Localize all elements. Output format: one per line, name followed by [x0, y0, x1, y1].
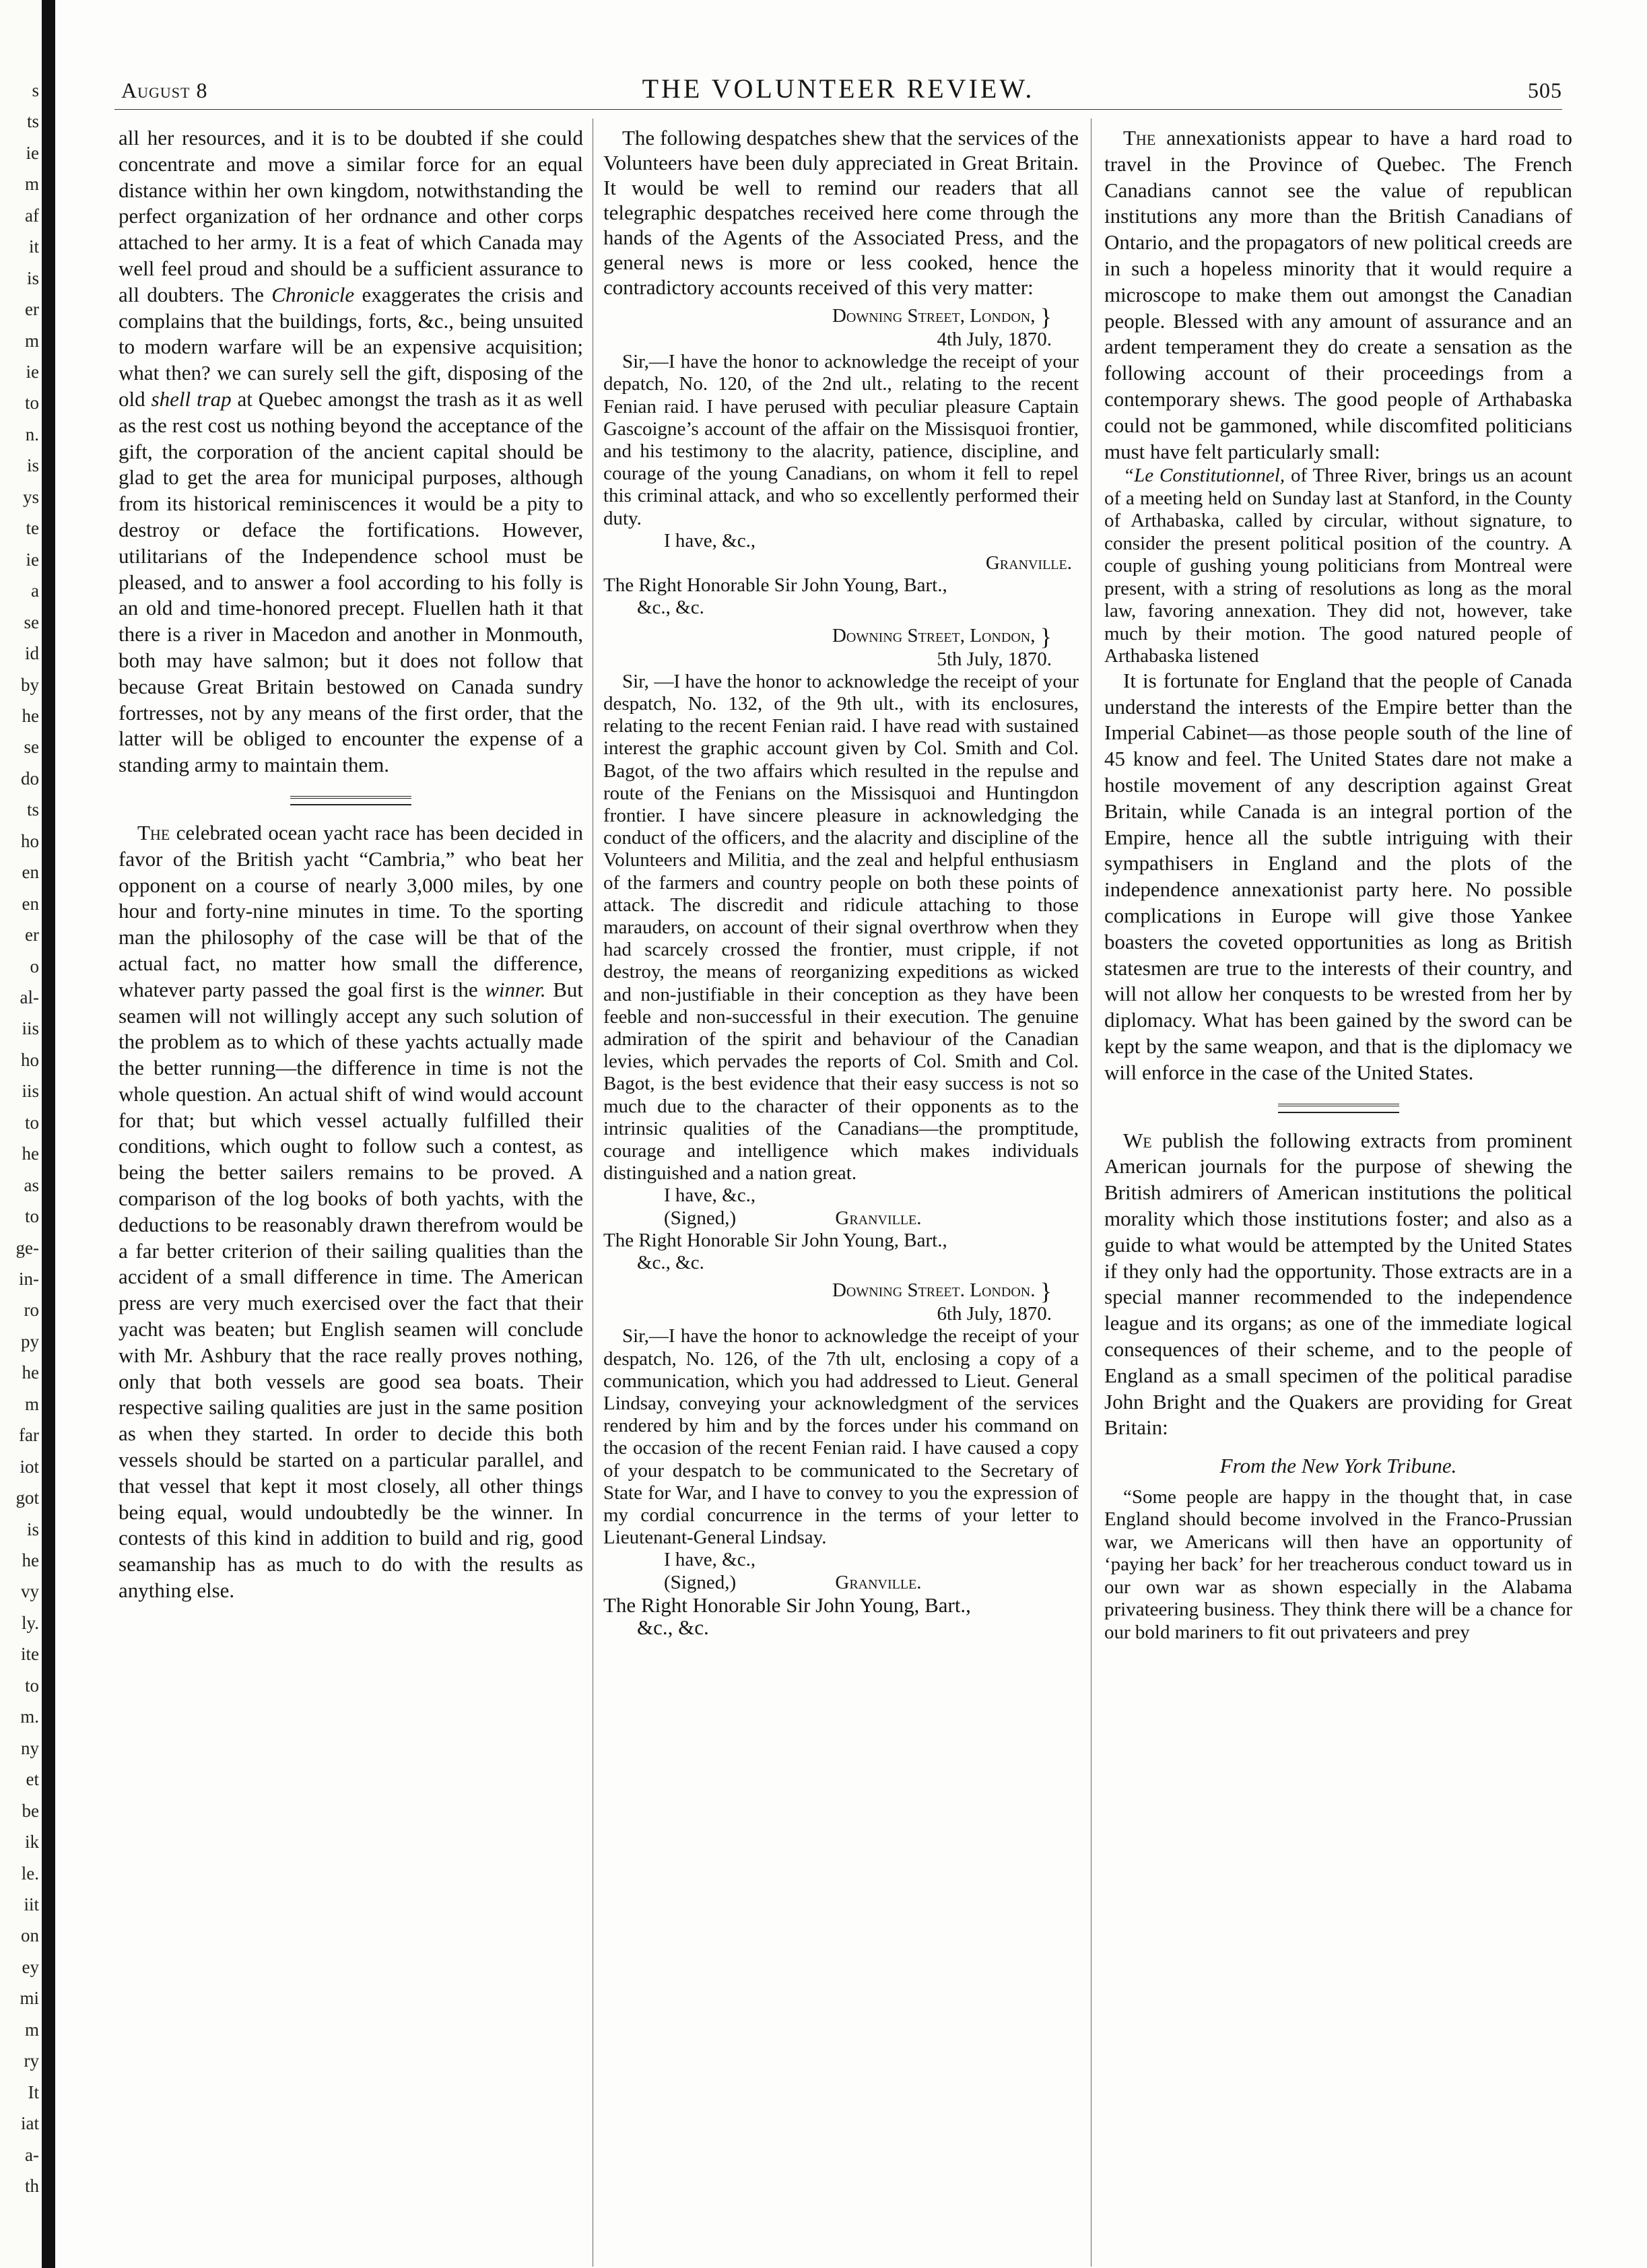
edge-fragment: he [22, 1143, 39, 1164]
edge-fragment: he [22, 706, 39, 726]
despatch-closing: I have, &c., [664, 529, 756, 552]
newspaper-name: Chronicle [271, 282, 355, 306]
despatch-addressee: The Right Honorable Sir John Young, Bart., [603, 1593, 971, 1617]
lead-word: The [1123, 126, 1156, 149]
despatch-addressee-etc: &c., &c. [637, 597, 704, 619]
edge-fragment: to [24, 1675, 39, 1696]
despatch-date: 4th July, 1870. [937, 328, 1052, 350]
edge-fragment: be [22, 1801, 39, 1821]
source-heading: From the New York Tribune. [1219, 1454, 1457, 1478]
despatch-addressee: The Right Honorable Sir John Young, Bart., [603, 1229, 947, 1251]
despatch-place: Downing Street, London, [832, 624, 1036, 646]
edge-fragment: ts [26, 111, 39, 131]
edge-fragment: got [15, 1488, 39, 1508]
edge-fragment: it [28, 236, 39, 257]
edge-fragment: ly. [22, 1613, 39, 1633]
edge-fragment: te [26, 518, 39, 538]
paragraph-text: exaggerates the crisis and complains that the buildings, forts, &c., being unsuited to modern warfare will be an expensive acquisition; what then? we can surely sell the gift, disposing of the old [119, 282, 584, 411]
edge-fragment: ie [26, 143, 39, 163]
edge-fragment: is [26, 268, 39, 288]
edge-fragment: a- [25, 2145, 39, 2165]
edge-fragment: far [19, 1425, 39, 1445]
edge-fragment: It [28, 2082, 39, 2102]
edge-fragment: m. [20, 1706, 39, 1727]
edge-fragment: se [24, 737, 39, 757]
edge-fragment: mi [20, 1988, 39, 2008]
edge-fragment: a [31, 580, 39, 601]
column-middle [603, 125, 1079, 1638]
newspaper-name: “Le Constitutionnel, [1123, 465, 1285, 487]
lead-word: The [137, 820, 170, 844]
edge-fragment: o [30, 956, 39, 976]
edge-fragment: is [26, 455, 39, 475]
despatch-3 [603, 1279, 1079, 1638]
article-empire: It is fortunate for England that the people of Canada understand the interests of the Empire better than the Imperial Cabinet—as those people south of the line of 45 know and feel. The United States dare not make a hostile movement of any description against Great Britain, while Canada is an integral portion of the Empire, hence all the subtle intriguing with their sympathisers in England and the plots of the independence annexationist party here. No possible complications in Europe will give those Yankee boasters the coveted opportunities as long as British statesmen are true to the interests of their country, and will not allow her conquests to be wrested from her by diplomacy. What has been gained by the sword can be kept by the same weapon, and that is the diplomacy we will enforce in the case of the United States. [1104, 668, 1572, 1084]
despatch-heading [603, 625, 1052, 671]
edge-fragment: er [25, 925, 39, 945]
binding-gutter [42, 0, 55, 2268]
edge-fragment: en [22, 894, 39, 914]
edge-fragment: iis [22, 1018, 39, 1038]
article-yacht-race [119, 820, 583, 1604]
despatches-intro: The following despatches shew that the services of the Volunteers have been duly appreciated in Great Britain. It would be well to remind our readers that all telegraphic despatches received here come through the hands of the Agents of the Associated Press, and the general news is more or less cooked, hence the contradictory accounts received of this very matter: [603, 126, 1079, 299]
edge-fragment: al- [20, 987, 39, 1007]
column-left [119, 125, 583, 1604]
edge-fragment: ie [26, 549, 39, 570]
brace-glyph: } [1040, 623, 1052, 651]
edge-fragment: et [26, 1769, 39, 1789]
paragraph-text: annexationists appear to have a hard road to travel in the Province of Quebec. The French Canadians cannot see the value of republican institutions any more than the British Canadians of Ontario, and the propagators of new political creeds are in such a hopeless minority that it would require a microscope to make them out amongst the Canadian people. Blessed with any amount of assurance and an ardent temperament they do create a sensation as the following account of their proceedings from a contemporary shews. The good people of Arthabaska could not be gammoned, while discomfited politicians must have felt particularly small: [1104, 126, 1572, 463]
despatch-addressee: The Right Honorable Sir John Young, Bart., [603, 574, 947, 597]
edge-fragment: he [22, 1362, 39, 1382]
edge-fragment: ite [21, 1644, 39, 1664]
edge-fragment: id [24, 643, 39, 663]
edge-fragment: n. [25, 424, 39, 444]
page-header [114, 73, 1562, 108]
despatch-signature: Granville. [835, 1571, 922, 1593]
paragraph-text: at Quebec amongst the trash as it as well as the rest cost us nothing beyond the acceptance of the gift, the corporation of the ancient capital should be glad to get the area for municipal purposes, although from its historical reminiscences it would be a pity to destroy or deface the fortifications. However, utilitarians of the Independence school must be pleased, and to answer a fool according to his folly is an old and time-honored precept. Fluellen hath it that there is a river in Macedon and another in Monmouth, both may have salmon; but it does not follow that because Great Britain bestowed on Canada sundry fortresses, not by any means of the first order, that the latter will be obliged to encounter the expense of a standing army to maintain them. [119, 387, 584, 777]
despatch-signed-line [664, 1207, 1079, 1230]
edge-fragment: ho [21, 1050, 39, 1070]
despatch-closing: I have, &c., [664, 1549, 756, 1571]
paragraph-text: celebrated ocean yacht race has been decided in favor of the British yacht “Cambria,” who beat her opponent on a course of nearly 3,000 miles, by one hour and forty-nine minutes in time. To the sporting man the philosophy of the case will be that of the actual fact, no matter how small the difference, whatever party passed the goal first is the [119, 820, 584, 1001]
edge-fragment: se [24, 612, 39, 632]
paragraph-text: all her resources, and it is to be doubted if she could concentrate and move a similar force for an equal distance within her own kingdom, notwithstanding the perfect organization of her ordnance and other corps attached to her army. It is a feat of which Canada may well feel proud and should be a sufficient assurance to all doubters. The [119, 126, 583, 306]
brace-glyph: } [1040, 1277, 1052, 1305]
edge-fragment: py [21, 1331, 39, 1352]
article-fortifications [119, 125, 583, 778]
edge-fragment: iat [21, 2113, 39, 2133]
edge-fragment: to [24, 1112, 39, 1133]
despatch-heading [603, 305, 1052, 351]
edge-fragment: is [26, 1519, 39, 1539]
edge-fragment: ey [22, 1957, 39, 1977]
italic-word: winner. [485, 977, 546, 1001]
edge-fragment: af [25, 205, 39, 226]
lead-word: We [1123, 1128, 1152, 1152]
despatch-2 [603, 625, 1079, 1275]
edge-fragment: iit [24, 1894, 39, 1914]
left-page-margin [0, 0, 42, 2268]
brace-glyph: } [1040, 303, 1052, 331]
italic-phrase: shell trap [151, 387, 232, 411]
article-extracts-intro [1104, 1128, 1572, 1442]
edge-fragment: he [22, 1550, 39, 1570]
signed-label: (Signed,) [664, 1207, 737, 1229]
paragraph-text: publish the following extracts from prominent American journals for the purpose of shewing the British admirers of American institutions the political morality which those institutions foster; and also as a guide to what would be attempted by the United States if they only had the opportunity. Those extracts are in a special manner recommended to the independence league and its organs; as one of the immediate logical consequences of their scheme, and to the people of England as a small specimen of the political paradise John Bright and the Quakers are providing for Great Britain: [1104, 1128, 1573, 1440]
despatch-date: 5th July, 1870. [937, 648, 1052, 670]
edge-fragment: iis [22, 1081, 39, 1101]
despatch-date: 6th July, 1870. [937, 1303, 1052, 1325]
edge-fragment: to [24, 393, 39, 413]
despatch-addressee-etc: &c., &c. [637, 1252, 704, 1273]
edge-fragment: m [24, 1394, 39, 1414]
publication-title: THE VOLUNTEER REVIEW. [642, 73, 1035, 104]
paragraph-text: of Three River, brings us an acount of a meeting held on Sunday last at Stanford, in the County of Arthabaska, called by circular, without signature, to consider the present political position of the country. A couple of gushing young politicians from Montreal were present, with a string of resolutions as long as the moral law, favoring annexation. They did not, however, take much by their motion. The good natured people of Arthabaska listened [1104, 465, 1572, 667]
edge-fragment: ny [21, 1738, 39, 1758]
edge-fragment: as [24, 1175, 39, 1195]
paragraph-text: But seamen will not willingly accept any such solution of the problem as to which of these yachts actually made the better running—the difference in time is not the whole question. An actual shift of wind would account for that; but which vessel actually fulfilled their conditions, which ought to follow such a contest, as being the better sailers remains to be proved. A comparison of the log books of both yachts, with the deductions to be reasonably drawn therefrom would be a far better criterion of their sailing qualities than the accident of a small difference in time. The American press are very much exercised over the fact that their yacht was beaten; but English seamen will conclude with Mr. Ashbury that the race really proves nothing, only that both vessels are good sea boats. Their respective sailing qualities are just in the same position as when they started. In order to decide this both vessels should be started on a particular parallel, and that vessel that kept it most closely, all other things being equal, would undoubtedly be the winner. In contests of this kind in addition to build and rig, good seamanship has as much to do with the results as anything else. [119, 977, 584, 1603]
despatch-signature: Granville. [985, 552, 1072, 574]
edge-fragment: in- [19, 1269, 39, 1289]
edge-fragment: m [24, 331, 39, 351]
issue-date: August 8 [121, 78, 208, 102]
despatch-body: Sir, —I have the honor to acknowledge the receipt of your despatch, No. 132, of the 9th ult., with its enclosures, relating to the recent Fenian raid. I have read with sustained interest the graphic account given by Col. Smith and Col. Bagot, of the two affairs which resulted in the repulse and route of the Fenians on the Missisquoi and Huntingdon frontier. I have sincere pleasure in acknowledging the conduct of the officers, and the alacrity and discipline of the Volunteers and Militia, and the zeal and helpful enthusiasm of the farmers and country people on both these points of attack. The discredit and ridicule attaching to those marauders, on account of their signal overthrow when they had scarcely crossed the frontier, must cripple, if not destroy, the means of reorganizing expeditions as wicked and non-justifiable in their conception as they have been feeble and non-successful in their execution. The genuine admiration of the spirit and behaviour of the Canadian levies, which pervades the reports of Col. Smith and Col. Bagot, is the best evidence that their easy success is not so much due to the character of their opponents as to the intrinsic qualities of the Canadians—the promptitude, courage and intelligence which makes individuals distinguished and a nation great. [603, 670, 1079, 1185]
despatch-1 [603, 305, 1079, 620]
edge-fragment: er [25, 299, 39, 319]
edge-fragment: m [24, 174, 39, 194]
edge-fragment: ys [22, 487, 39, 507]
edge-fragment: do [21, 768, 39, 789]
despatch-closing: I have, &c., [664, 1185, 756, 1207]
edge-fragment: by [21, 675, 39, 695]
edge-fragment: ie [26, 362, 39, 382]
despatch-body: Sir,—I have the honor to acknowledge the receipt of your despatch, No. 126, of the 7th ult, enclosing a copy of a communication, which you had addressed to Lieut. General Lindsay, conveying your acknowledgment of the services rendered by him and by the forces under his command on the occasion of the recent Fenian raid. I have caused a copy of your despatch to be communicated to the Secretary of State for War, and I have to convey to you the expression of my cordial concurrence in the terms of your letter to Lieutenant-General Lindsay. [603, 1325, 1079, 1549]
despatch-place: Downing Street. London. [832, 1279, 1036, 1302]
header-rule [114, 109, 1562, 110]
edge-fragment: m [24, 2020, 39, 2040]
despatch-place: Downing Street, London, [832, 305, 1036, 327]
edge-fragment: vy [21, 1581, 39, 1601]
despatch-signed-line [664, 1572, 1079, 1594]
section-divider [290, 796, 411, 805]
edge-fragment: on [21, 1925, 39, 1945]
edge-fragment: to [24, 1206, 39, 1226]
edge-fragment: ge- [15, 1238, 39, 1258]
edge-fragment: ik [24, 1832, 39, 1852]
edge-fragment: ho [21, 831, 39, 851]
edge-fragment: en [22, 862, 39, 882]
page-number: 505 [1528, 78, 1562, 102]
edge-fragment: th [24, 2176, 39, 2196]
column-right [1104, 125, 1572, 1644]
edge-fragment: ts [26, 799, 39, 820]
despatch-addressee-etc: &c., &c. [637, 1615, 709, 1639]
section-divider [1278, 1104, 1399, 1113]
despatch-heading [603, 1279, 1052, 1325]
edge-fragment: iot [20, 1457, 39, 1477]
edge-fragment: ro [24, 1300, 39, 1320]
edge-fragment: ry [24, 2050, 39, 2071]
tribune-extract: “Some people are happy in the thought that, in case England should become involved in the Franco-Prussian war, we Americans will then have an opportunity of ‘paying her back’ for her treacherous conduct toward us in our own war as shown especially in the Alabama privateering business. They think there will be a chance for our bold mariners to fit out privateers and prey [1104, 1486, 1572, 1643]
despatch-body: Sir,—I have the honor to acknowledge the receipt of your depatch, No. 120, of the 2nd ult., relating to the recent Fenian raid. I have perused with peculiar pleasure Captain Gascoigne’s account of the affair on the Missisquoi frontier, and his testimony to the alacrity, patience, discipline, and courage of the young Canadians, on whom it fell to repel this criminal attack, and who so excellently performed their duty. [603, 351, 1079, 529]
edge-fragment: s [32, 80, 39, 100]
quoted-report [1104, 465, 1572, 668]
signed-label: (Signed,) [664, 1571, 737, 1593]
article-annexationists [1104, 125, 1572, 465]
despatch-signature: Granville. [835, 1207, 922, 1229]
edge-fragment: le. [21, 1863, 39, 1883]
